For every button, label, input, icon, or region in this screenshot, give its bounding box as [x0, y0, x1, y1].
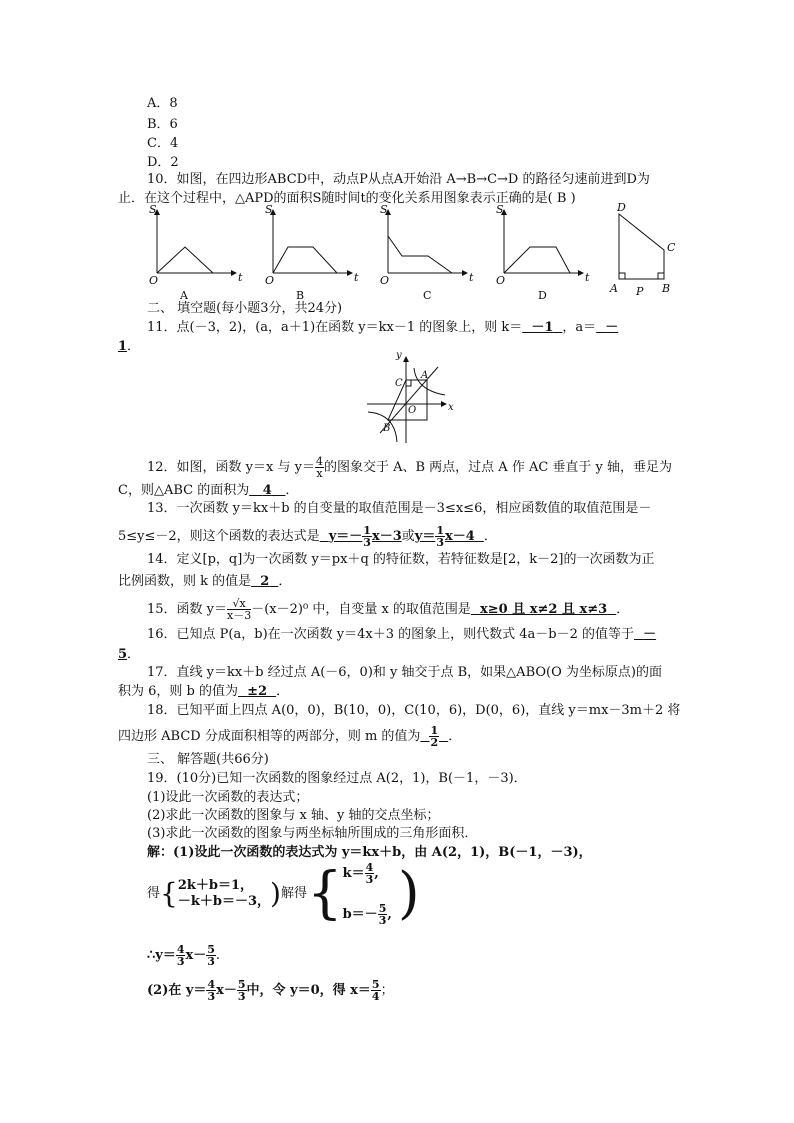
q12-fig-o: O [408, 405, 417, 416]
q19-part2-solution: (2)在 y＝ $\frac{4}{3}$ x－ $\frac{5}{3}$ 中，令 y＝0，得 x＝ $\frac{5}{4}$ ； [147, 978, 394, 1003]
q11-line1 [147, 320, 618, 336]
q11-text: 11．点(－3，2)，(a，a＋1)在函数 y＝kx－1 的图象上，则 k＝ [147, 320, 523, 335]
q13-answer-1: y＝－ $\frac{1}{3}$ x－3 [328, 524, 402, 549]
q16-line2: 5． [118, 647, 141, 662]
origin-c: O [380, 274, 390, 287]
q18-answer: $\frac{1}{2}$ [430, 724, 439, 749]
q11-a-answer-1: － [605, 320, 619, 335]
axis-t-a: t [238, 271, 243, 284]
axis-s-a: S [149, 203, 157, 216]
q10-line2: 止．在这个过程中，△APD的面积S随时间t的变化关系用图象表示正确的是( B ) [118, 191, 576, 206]
q17-line1: 17．直线 y＝kx＋b 经过点 A(－6，0)和 y 轴交于点 B，如果△ABO(O 为坐标原点)的面 [147, 665, 662, 680]
graph-label-c: C [423, 289, 432, 302]
graph-label-b: B [296, 289, 305, 302]
q13-line1: 13．一次函数 y＝kx＋b 的自变量的取值范围是－3≤x≤6，相应函数值的取值范围是－ [147, 501, 652, 516]
q12-fig-b: B [383, 423, 391, 434]
q14-line1: 14．定义[p，q]为一次函数 y＝px＋q 的特征数，若特征数是[2，k－2]的一次函数为正 [147, 552, 655, 567]
fig-label-p: P [636, 285, 644, 298]
axis-t-d: t [585, 271, 590, 284]
q12-line2: C，则△ABC 的面积为 4 ． [118, 483, 299, 498]
q16-line1: 16．已知点 P(a，b)在一次函数 y＝4x＋3 的图象上，则代数式 4a－b－2 的值等于 － [147, 627, 657, 642]
origin-b: O [265, 274, 275, 287]
choice-c: C．4 [147, 136, 179, 151]
q19-part3: (3)求此一次函数的图象与两坐标轴所围成的三角形面积． [147, 826, 478, 841]
axis-t-b: t [354, 271, 359, 284]
section3-heading: 三、 解答题(共66分) [147, 752, 269, 767]
q16-answer-1: － [643, 627, 657, 642]
graph-d [504, 210, 583, 273]
q10-line1: 10．如图，在四边形ABCD中，动点P从点A开始沿 A→B→C→D 的路径匀速前进到D为 [147, 172, 650, 187]
choice-d: D．2 [147, 155, 179, 170]
q11-end: ． [127, 339, 141, 354]
q19-part2: (2)求此一次函数的图象与 x 轴、y 轴的交点坐标； [147, 808, 440, 823]
q11-mid: ，a＝ [562, 320, 597, 335]
q19-part1: (1)设此一次函数的表达式； [147, 790, 309, 805]
choice-a: A．8 [147, 96, 178, 111]
q12-answer: 4 [262, 483, 272, 498]
q12-fig-y: y [396, 350, 402, 361]
q19-solution-line1: 解：(1)设此一次函数的表达式为 y＝kx＋b，由 A(2，1)，B(－1，－3)， [147, 845, 592, 860]
quadrilateral-figure [619, 214, 664, 279]
graph-b [273, 210, 352, 273]
q18-line1: 18．已知平面上四点 A(0，0)，B(10，0)，C(10，6)，D(0，6)，直线 y＝mx－3m＋2 将 [147, 703, 681, 718]
fig-label-b: B [662, 282, 671, 295]
q15-line: 15．函数 y＝ $\frac{√x}{x-3}$ －(x－2)⁰ 中，自变量 x 的取值范围是 x≥0 且 x≠2 且 x≠3 ． [147, 597, 630, 622]
graph-label-a: A [180, 289, 188, 302]
q12-fig-a: A [421, 370, 429, 381]
q11-k-answer: －1 [531, 320, 554, 335]
q16-answer-2: 5 [118, 647, 128, 662]
graph-label-d: D [538, 289, 547, 302]
q17-answer: ±2 [247, 684, 268, 699]
q19-system: 得{ 2k＋b＝1， －k＋b＝－3， )解得{ k＝ $\frac{4}{3}$ , b＝－ $\frac{5}{3}$ , ) [147, 861, 420, 927]
q18-line2: 四边形 ABCD 分成面积相等的两部分，则 m 的值为 $\frac{1}{2}$ ． [118, 724, 462, 749]
q19-therefore: ∴y＝ $\frac{4}{3}$ x－ $\frac{5}{3}$ . [147, 943, 221, 968]
q15-answer: x≥0 且 x≠2 且 x≠3 [479, 602, 608, 617]
q13-answer-2: y＝ $\frac{1}{3}$ x－4 [414, 524, 475, 549]
fig-label-c: C [667, 241, 676, 254]
q12-line1: 12．如图，函数 y＝x 与 y＝ $\frac{4}{x}$ 的图象交于 A、B 两点，过点 A 作 AC 垂直于 y 轴，垂足为 [147, 455, 673, 480]
axis-t-c: t [469, 271, 474, 284]
origin-a: O [149, 274, 159, 287]
origin-d: O [496, 274, 506, 287]
axis-s-d: S [496, 203, 504, 216]
q19-stem: 19．(10分)已知一次函数的图象经过点 A(2，1)，B(－1，－3)． [147, 771, 527, 786]
graph-a [157, 210, 236, 273]
fig-label-d: D [617, 201, 626, 214]
graph-c [388, 210, 467, 273]
q13-line2: 5≤y≤－2，则这个函数的表达式是 y＝－ $\frac{1}{3}$ x－3或y＝ $\frac{1}{3}$ x－4 ． [118, 524, 497, 549]
q12-figure [0, 348, 794, 443]
q12-fig-x: x [448, 402, 454, 413]
q17-line2: 积为 6，则 b 的值为 ±2 ． [118, 684, 290, 699]
q11-a-answer-2: 1 [118, 339, 128, 354]
q10-graphs [0, 196, 794, 306]
q14-line2: 比例函数，则 k 的值是 2 ． [118, 574, 292, 589]
axis-s-c: S [380, 203, 388, 216]
axis-s-b: S [265, 203, 273, 216]
q12-fig-c: C [395, 378, 403, 389]
q14-answer: 2 [260, 574, 270, 589]
fig-label-a: A [610, 282, 618, 295]
choice-b: B．6 [147, 117, 178, 132]
section2-heading: 二、 填空题(每小题3分，共24分) [147, 301, 343, 316]
